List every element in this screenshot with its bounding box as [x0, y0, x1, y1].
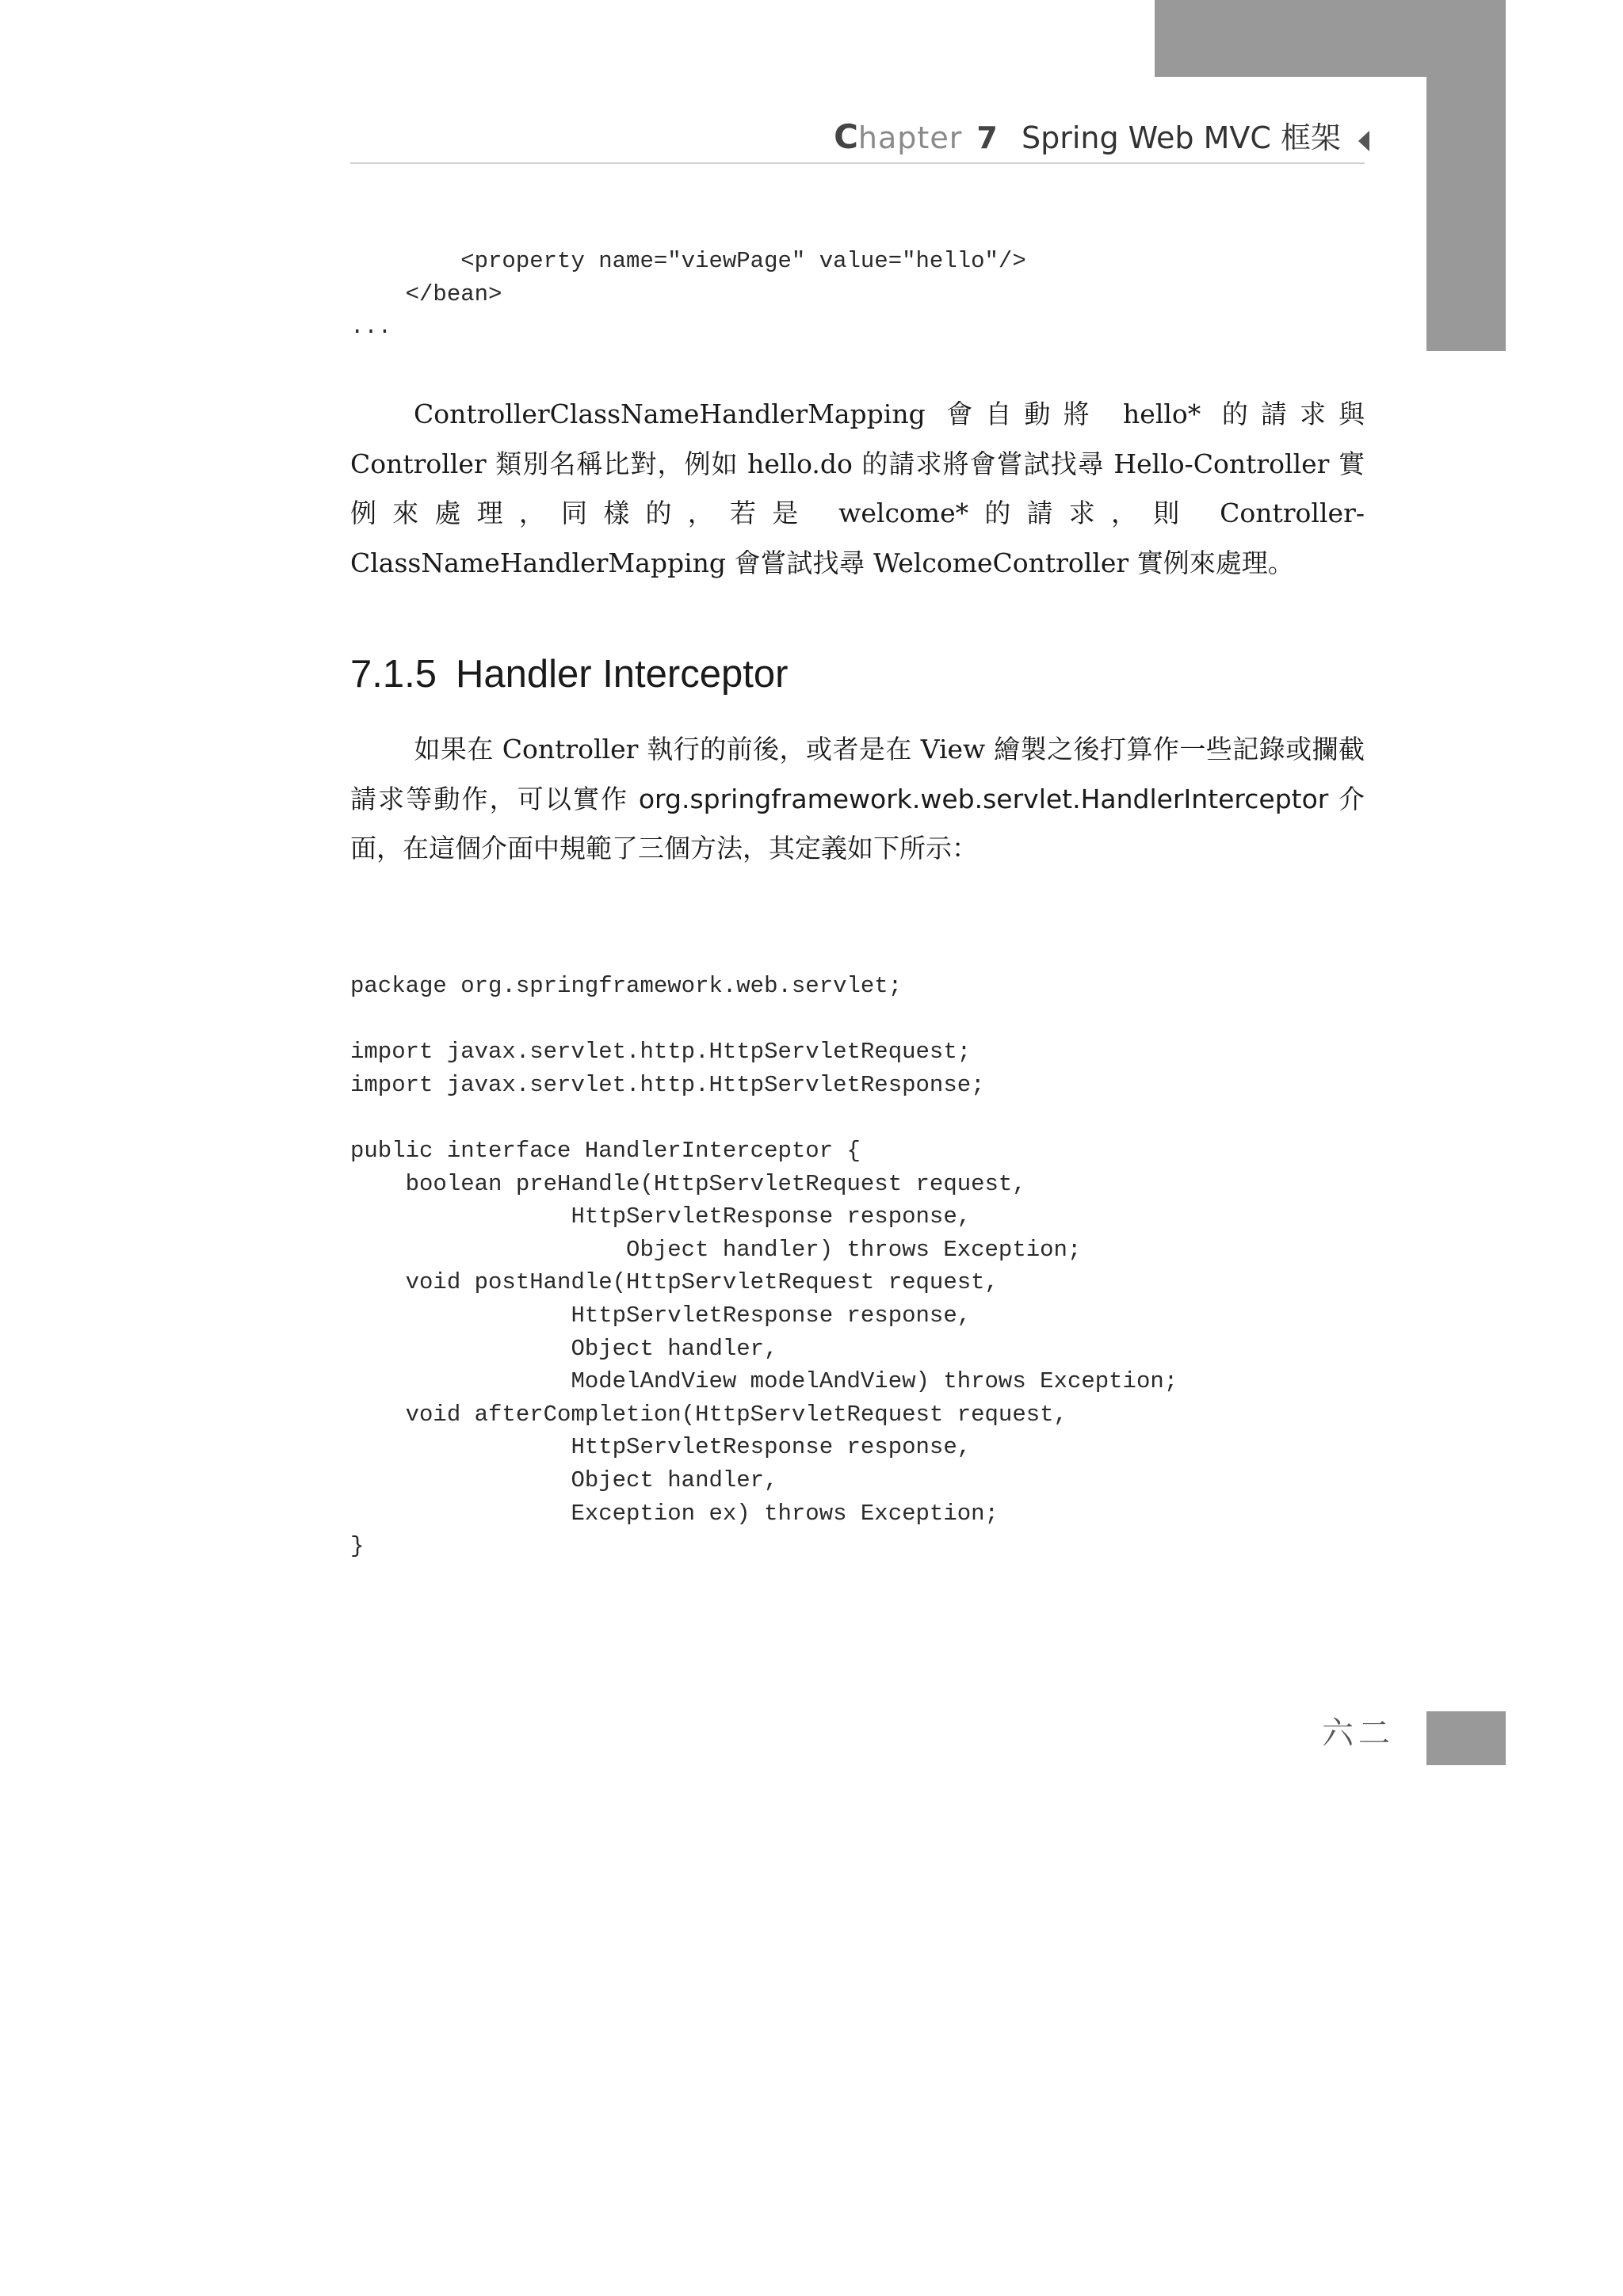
- page-number: 六二: [1322, 1715, 1395, 1752]
- paragraph-mapping-description: [350, 390, 1365, 588]
- left-triangle-icon: [1358, 131, 1369, 151]
- chapter-initial: C: [834, 117, 858, 156]
- chapter-header-text: [834, 115, 1341, 160]
- paragraph-interceptor-description: [350, 725, 1365, 874]
- paragraph-2-text-after: 介面，在這個介面中規範了三個方法，其定義如下所示：: [350, 783, 1365, 864]
- chapter-title: Spring Web MVC 框架: [1021, 120, 1341, 155]
- interceptor-class-name: org.springframework.web.servlet.HandlerInterceptor: [638, 783, 1329, 814]
- section-number: 7.1.5: [350, 653, 437, 696]
- chapter-number: 7: [976, 120, 998, 155]
- running-header: [350, 115, 1365, 164]
- code-block-bean-fragment: <property name="viewPage" value="hello"/> </bean> ...: [350, 248, 1026, 341]
- code-block-handler-interceptor: package org.springframework.web.servlet; import javax.servlet.http.HttpServletRequest; import javax.servlet.http.HttpServletResponse; public interface HandlerInterceptor { boolean preHandle(HttpServletRequest request, HttpServletResponse response, Object handler) throws Exception; void postHandle(HttpServletRequest request, HttpServletResponse response, Object handler, ModelAndView modelAndView) throws Exception; void afterCompletion(HttpServletRequest request, HttpServletResponse response, Object handler, Exception ex) throws Exception; }: [350, 973, 1178, 1560]
- section-heading: [350, 648, 788, 700]
- chapter-word: hapter: [857, 120, 963, 155]
- chapter-side-tab: [1426, 77, 1506, 351]
- page-number-tab: [1426, 1711, 1506, 1765]
- paragraph-1-text: ControllerClassNameHandlerMapping 會自動將 hello* 的請求與 Controller 類別名稱比對，例如 hello.do 的請求將會嘗試找尋 Hello-Controller 實例來處理，同樣的，若是 welcome*的請求，則 Controller-ClassNameHandlerMapping 會嘗試找尋 WelcomeController 實例來處理。: [350, 399, 1365, 578]
- page-corner-tab: [1155, 0, 1506, 77]
- section-title: Handler Interceptor: [455, 653, 789, 696]
- paragraph-2-text-before: 如果在 Controller 執行的前後，或者是在 View 繪製之後打算作一些記錄或攔截請求等動作，可以實作: [350, 734, 1365, 814]
